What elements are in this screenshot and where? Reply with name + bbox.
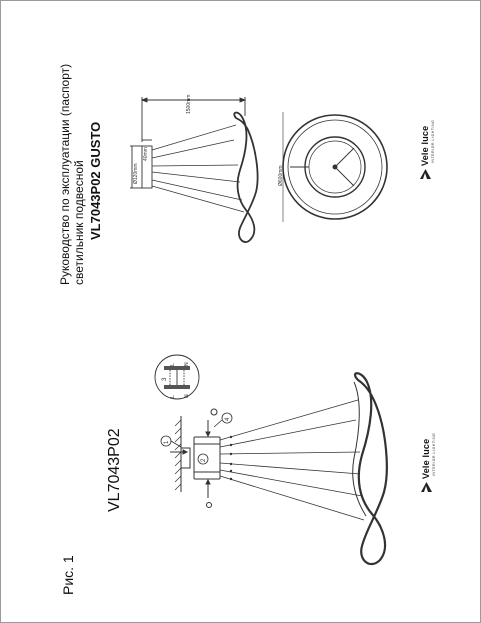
brand-logo-left [421,482,432,492]
product-code: VL7043P02 GUSTO [88,121,103,240]
brand-tagline-right: INTERIOR LIGHTING [431,119,435,163]
manual-title-line2: светильник подвесной [72,160,86,285]
terminal-block-bottom [164,385,190,389]
manual-title-line1: Руководство по эксплуатации (паспорт) [58,63,72,285]
wire-label-top-n: N [184,362,190,366]
screw-head [207,503,212,508]
brand-logo-right [420,169,431,179]
ceiling-hatch [175,420,181,490]
cables-side [152,125,244,212]
brand-tagline-left: INTERIOR LIGHTING [432,432,436,476]
step-2-number: 2 [201,458,207,462]
step-3-number: 3 [162,377,168,381]
canopy-height-label: 40mm [143,147,149,161]
wire-label-top-l: L [170,363,176,366]
canopy-diameter-label: Ø120mm [133,163,139,184]
model-label: VL7043P02 [106,428,123,512]
dimension-drawing [130,94,387,242]
wire-label-bottom-l: L [170,395,176,398]
suspension-cables [220,400,364,520]
luminaire-ribbon [355,373,387,564]
step-1-number: 1 [164,440,170,444]
ring-diameter-label: Ø600mm [278,165,284,186]
wire-label-bottom-n: N [184,394,190,398]
installation-drawing [170,373,387,564]
height-dimension-label: 1500mm [186,94,192,114]
screw-head-top [211,409,217,415]
figure-label: Рис. 1 [60,555,76,595]
luminaire-ribbon-small [234,113,257,243]
manual-title [58,64,86,285]
terminal-block-top [164,366,190,370]
step-4-number: 4 [225,417,231,421]
brand-name-left: Vele luce [421,438,431,479]
brand-name-right: Vele luce [420,125,430,166]
